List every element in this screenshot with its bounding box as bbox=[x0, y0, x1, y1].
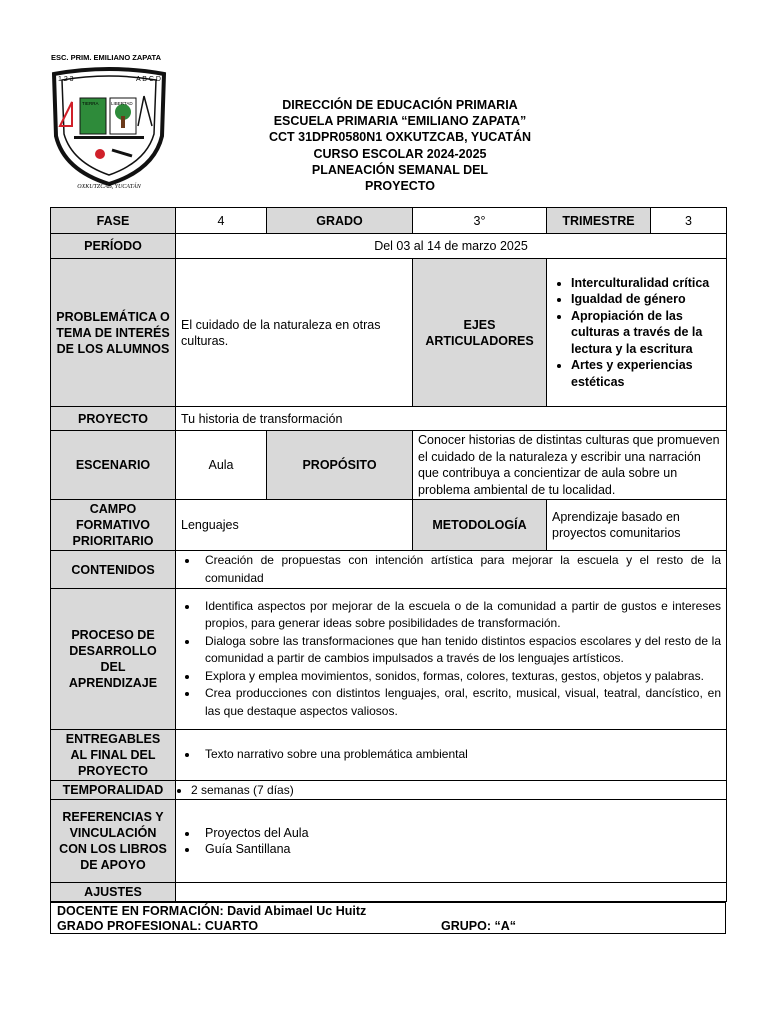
logo-motto: OXKUTZCAB, YUCATÁN bbox=[77, 184, 141, 190]
entregables-label: ENTREGABLES AL FINAL DEL PROYECTO bbox=[51, 730, 176, 781]
footer-box bbox=[50, 902, 726, 934]
proposito-value: Conocer historias de distintas culturas que promueven el cuidado de la naturaleza y escribir una narración que contribuya a concientizar de aula sobre un problema ambiental de tu localidad. bbox=[413, 431, 727, 500]
ejes-item: • Apropiación de las culturas a través de la lectura y la escritura bbox=[571, 308, 724, 358]
proyecto-label: PROYECTO bbox=[51, 407, 176, 431]
referencias-label: REFERENCIAS Y VINCULACIÓN CON LOS LIBROS DE APOYO bbox=[51, 800, 176, 883]
referencias-cell bbox=[176, 800, 727, 883]
logo-libertad: LIBERTAD bbox=[111, 101, 133, 106]
proceso-item: • Crea producciones con distintos lenguajes, oral, escrito, musical, visual, teatral, dancístico, en las que destaque aspectos valiosos. bbox=[199, 685, 721, 720]
referencias-item: • Proyectos del Aula bbox=[199, 825, 721, 841]
document-header bbox=[230, 97, 570, 194]
header-line-2: ESCUELA PRIMARIA “EMILIANO ZAPATA” bbox=[273, 114, 527, 129]
apple-icon bbox=[95, 149, 105, 159]
campo-value: Lenguajes bbox=[176, 500, 413, 551]
entregables-item: • Texto narrativo sobre una problemática ambiental bbox=[199, 746, 721, 764]
proceso-label: PROCESO DE DESARROLLO DEL APRENDIZAJE bbox=[51, 589, 176, 730]
school-shield-logo bbox=[48, 66, 170, 192]
temporalidad-item: • 2 semanas (7 días) bbox=[191, 782, 721, 798]
ajustes-label: AJUSTES bbox=[51, 883, 176, 902]
referencias-list bbox=[181, 825, 721, 857]
header-line-5: PLANEACIÓN SEMANAL DEL bbox=[311, 162, 489, 177]
header-line-1: DIRECCIÓN DE EDUCACIÓN PRIMARIA bbox=[282, 98, 518, 112]
trimestre-value: 3 bbox=[651, 208, 727, 234]
referencias-item: • Guía Santillana bbox=[199, 841, 721, 857]
trimestre-label: TRIMESTRE bbox=[547, 208, 651, 234]
logo-numbers: 1 2 3 bbox=[58, 76, 74, 83]
proceso-item: • Identifica aspectos por mejorar de la escuela o de la comunidad a partir de gustos e intereses propios, para generar ideas sobre posibilidades de transformación. bbox=[199, 598, 721, 633]
grado-value: 3° bbox=[413, 208, 547, 234]
escenario-label: ESCENARIO bbox=[51, 431, 176, 500]
fase-label: FASE bbox=[51, 208, 176, 234]
temporalidad-list bbox=[181, 782, 721, 798]
ejes-list bbox=[549, 275, 724, 391]
grado-label: GRADO bbox=[267, 208, 413, 234]
planning-table bbox=[50, 207, 727, 902]
docente-line: DOCENTE EN FORMACIÓN: David Abimael Uc Huitz bbox=[57, 904, 367, 918]
proceso-cell bbox=[176, 589, 727, 730]
proyecto-value: Tu historia de transformación bbox=[176, 407, 727, 431]
proceso-item: • Dialoga sobre las transformaciones que han tenido distintos espacios escolares y del resto de la comunidad a partir de cambios impulsados a través de los lenguajes artísticos. bbox=[199, 633, 721, 668]
contenidos-cell bbox=[176, 551, 727, 589]
temporalidad-label: TEMPORALIDAD bbox=[51, 781, 176, 800]
campo-label: CAMPO FORMATIVO PRIORITARIO bbox=[51, 500, 176, 551]
contenidos-item: • Creación de propuestas con intención artística para mejorar la escuela y el resto de la comunidad bbox=[199, 552, 721, 587]
ejes-item: • Artes y experiencias estéticas bbox=[571, 357, 724, 390]
logo-tierra: TIERRA bbox=[82, 101, 99, 106]
ejes-item: • Igualdad de género bbox=[571, 291, 724, 308]
periodo-value: Del 03 al 14 de marzo 2025 bbox=[176, 234, 727, 259]
proposito-label: PROPÓSITO bbox=[267, 431, 413, 500]
logo-letters: A B C D bbox=[136, 76, 161, 83]
ejes-label: EJES ARTICULADORES bbox=[413, 259, 547, 407]
metodologia-label: METODOLOGÍA bbox=[413, 500, 547, 551]
entregables-list bbox=[181, 746, 721, 764]
header-line-6: PROYECTO bbox=[365, 179, 435, 194]
contenidos-list bbox=[181, 552, 721, 587]
fase-value: 4 bbox=[176, 208, 267, 234]
ejes-item: • Interculturalidad crítica bbox=[571, 275, 724, 292]
escenario-value: Aula bbox=[176, 431, 267, 500]
header-line-4: CURSO ESCOLAR 2024-2025 bbox=[313, 146, 487, 161]
proceso-list bbox=[181, 598, 721, 721]
ajustes-value bbox=[176, 883, 727, 902]
entregables-cell bbox=[176, 730, 727, 781]
school-label: ESC. PRIM. EMILIANO ZAPATA bbox=[51, 53, 161, 62]
ejes-cell bbox=[547, 259, 727, 407]
grupo-line: GRUPO: “A“ bbox=[441, 919, 516, 933]
problematica-value: El cuidado de la naturaleza en otras culturas. bbox=[176, 259, 413, 407]
header-line-3: CCT 31DPR0580N1 OXKUTZCAB, YUCATÁN bbox=[268, 130, 532, 145]
temporalidad-cell bbox=[176, 781, 727, 800]
metodologia-value: Aprendizaje basado en proyectos comunitarios bbox=[547, 500, 727, 551]
proceso-item: • Explora y emplea movimientos, sonidos, formas, colores, texturas, gestos, objetos y palabras. bbox=[199, 668, 721, 686]
periodo-label: PERÍODO bbox=[51, 234, 176, 259]
problematica-label: PROBLEMÁTICA O TEMA DE INTERÉS DE LOS ALUMNOS bbox=[51, 259, 176, 407]
contenidos-label: CONTENIDOS bbox=[51, 551, 176, 589]
grado-profesional-line: GRADO PROFESIONAL: CUARTO bbox=[57, 919, 259, 933]
